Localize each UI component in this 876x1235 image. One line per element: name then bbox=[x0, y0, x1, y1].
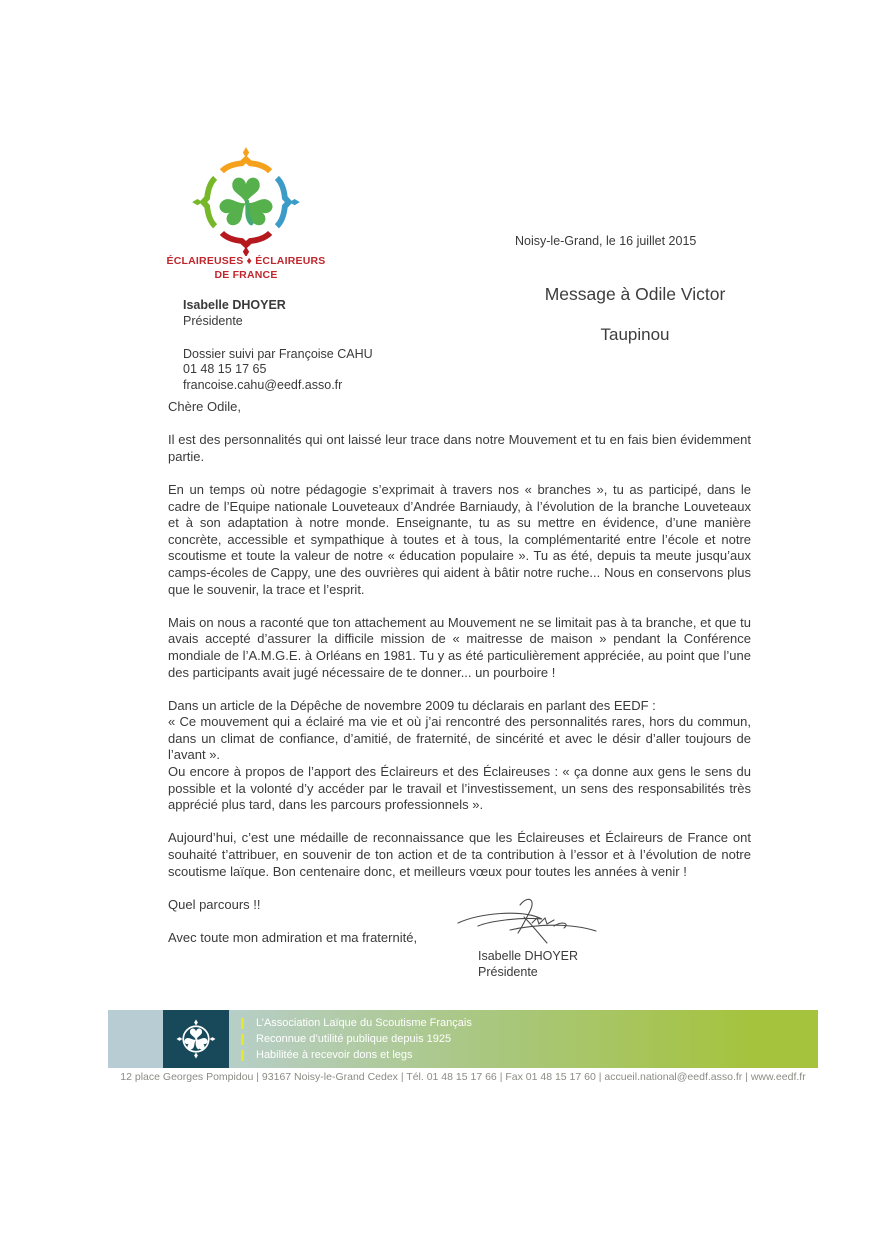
sender-phone: 01 48 15 17 65 bbox=[183, 362, 267, 377]
compass-clover-icon bbox=[190, 144, 302, 256]
footer-band-line bbox=[241, 1016, 818, 1030]
yellow-bar-icon bbox=[241, 1050, 244, 1061]
footer-clover-compass-icon bbox=[172, 1015, 220, 1063]
paragraph: En un temps où notre pédagogie s’exprimait à travers nos « branches », tu as participé, dans le cadre de l’Equipe nationale Louveteaux d’Andrée Barniaudy, à l’évolution de la branche Louveteaux et à son adaptation à notre monde. Enseignante, tu as su mettre en évidence, d’une manière concrète, accessible et sympathique à toutes et à tous, la complémentarité entre l’école et notre scoutisme et toute la valeur de notre « éducation populaire ». Tu as été, depuis ta meute jusqu’aux camps-écoles de Cappy, une des ouvrières qui aident à bâtir notre ruche... Nous en conservons plus que le souvenir, la trace et l’esprit. bbox=[168, 481, 751, 597]
footer-band-line-text: Habilitée à recevoir dons et legs bbox=[256, 1049, 413, 1061]
message-title bbox=[470, 284, 800, 345]
footer-band bbox=[108, 1010, 818, 1068]
paragraph: Dans un article de la Dépêche de novembre 2009 tu déclarais en parlant des EEDF : bbox=[168, 697, 656, 713]
eedf-compass-clover-logo bbox=[190, 144, 302, 256]
sender-block bbox=[183, 298, 373, 394]
dateline: Noisy-le-Grand, le 16 juillet 2015 bbox=[515, 234, 697, 248]
paragraph-quote: Ou encore à propos de l’apport des Éclaireurs et des Éclaireuses : « ça donne aux gens le sens du possible et la volonté d’y accéder par le travail et l’investissement, un sens des responsabilités très apprécié plus tard, dans les parcours professionnels ». bbox=[168, 764, 751, 813]
paragraph-closing: Avec toute mon admiration et ma fraternité, bbox=[168, 930, 418, 945]
handwritten-signature-image bbox=[450, 897, 610, 949]
dossier-line: Dossier suivi par Françoise CAHU bbox=[183, 346, 373, 361]
paragraph: Il est des personnalités qui ont laissé leur trace dans notre Mouvement et tu en fais bien évidemment partie. bbox=[168, 432, 751, 464]
paragraph: Quel parcours !! bbox=[168, 896, 261, 912]
signatory-title: Présidente bbox=[478, 964, 538, 979]
footer-band-line-text: L’Association Laïque du Scoutisme Français bbox=[256, 1017, 472, 1029]
yellow-bar-icon bbox=[241, 1034, 244, 1045]
message-title-line1: Message à Odile Victor bbox=[544, 284, 726, 304]
footer-band-line bbox=[241, 1032, 818, 1046]
yellow-bar-icon bbox=[241, 1018, 244, 1029]
signature-block bbox=[450, 897, 610, 980]
signatory-name: Isabelle DHOYER bbox=[478, 949, 579, 963]
paragraph: Aujourd’hui, c’est une médaille de reconnaissance que les Éclaireuses et Éclaireurs de France ont souhaité t’attribuer, en souvenir de ton action et de ta contribution à l’essor et à l’évolution de notre scoutisme laïque. Bon centenaire donc, et meilleurs vœux pour toutes les années à venir ! bbox=[168, 830, 751, 879]
paragraph: Mais on nous a raconté que ton attachement au Mouvement ne se limitait pas à ta branche, et que tu avais accepté d’assurer la difficile mission de « maitresse de maison » pendant la Conférence mondiale de l’A.M.G.E. à Orléans en 1981. Tu y as été particulièrement appréciée, au point que l’une des participants avait jugé nécessaire de te donner... un pourboire ! bbox=[168, 614, 751, 680]
footer-band-left-strip bbox=[108, 1010, 163, 1068]
footer-address-line: 12 place Georges Pompidou | 93167 Noisy-le-Grand Cedex | Tél. 01 48 15 17 66 | Fax 01 48 15 17 60 | accueil.national@eedf.asso.fr | www.eedf.fr bbox=[120, 1071, 806, 1083]
message-title-line2: Taupinou bbox=[600, 325, 670, 344]
org-name-line1: ÉCLAIREUSES ♦ ÉCLAIREURS bbox=[166, 255, 326, 267]
org-name bbox=[148, 254, 344, 282]
footer-band-line-text: Reconnue d’utilité publique depuis 1925 bbox=[256, 1033, 452, 1045]
letter-body bbox=[168, 399, 751, 963]
sender-email: francoise.cahu@eedf.asso.fr bbox=[183, 378, 343, 393]
footer-band-line bbox=[241, 1048, 818, 1062]
paragraph-quote: « Ce mouvement qui a éclairé ma vie et où j’ai rencontré des personnalités rares, hors du commun, dans un climat de confiance, d’amitié, de fraternité, de sincérité et avec le désir d’aller toujours de l’avant ». bbox=[168, 714, 751, 763]
footer-logo-square bbox=[163, 1010, 229, 1068]
salutation: Chère Odile, bbox=[168, 399, 241, 414]
footer-band-text-area bbox=[229, 1010, 818, 1068]
org-name-line2: DE FRANCE bbox=[214, 269, 278, 282]
sender-name: Isabelle DHOYER bbox=[183, 298, 286, 312]
sender-title: Présidente bbox=[183, 313, 243, 328]
